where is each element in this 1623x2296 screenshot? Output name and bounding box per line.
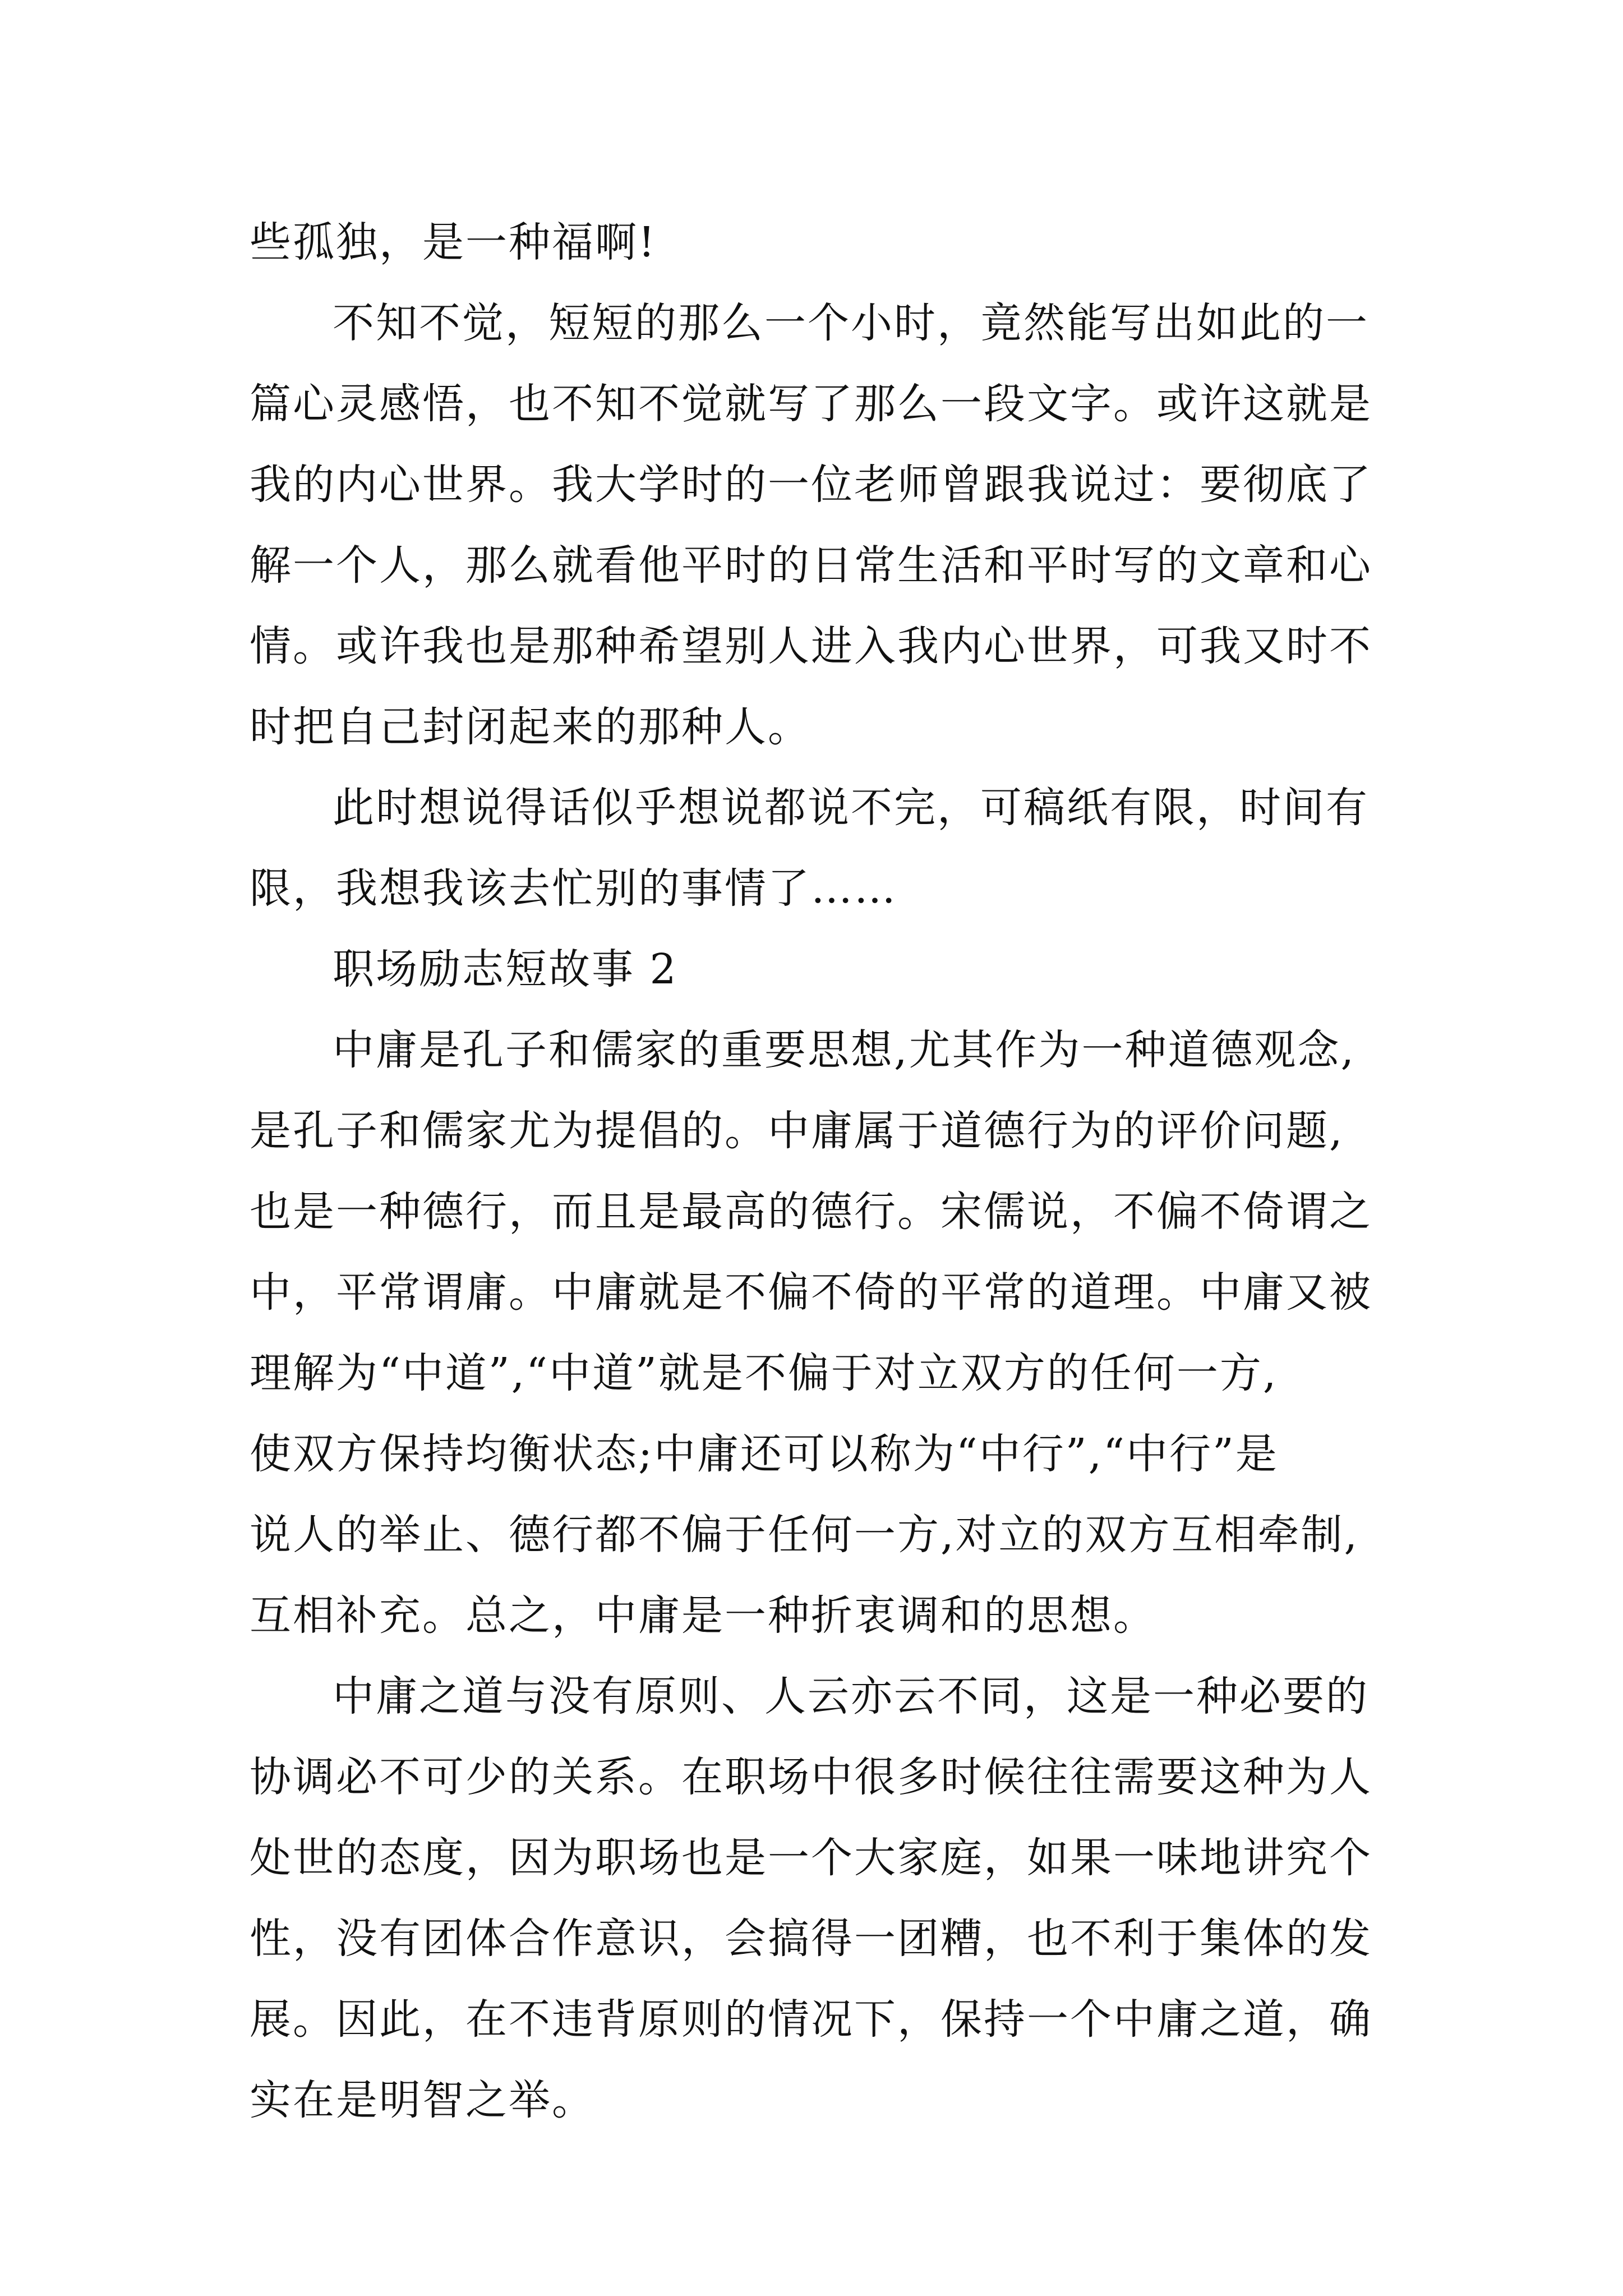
text-line: 中庸是孔子和儒家的重要思想,尤其作为一种道德观念, <box>333 1026 1356 1074</box>
text-line: 也是一种德行，而且是最高的德行。宋儒说，不偏不倚谓之 <box>250 1188 1372 1236</box>
text-line: 中庸之道与没有原则、人云亦云不同，这是一种必要的 <box>333 1672 1369 1720</box>
text-line: 篇心灵感悟，也不知不觉就写了那么一段文字。或许这就是 <box>250 380 1372 428</box>
body-text <box>250 202 1382 2141</box>
text-line: 理解为“中道”,“中道”就是不偏于对立双方的任何一方, <box>250 1349 1278 1397</box>
text-line: 不知不觉，短短的那么一个小时，竟然能写出如此的一 <box>333 299 1369 347</box>
text-line: 解一个人，那么就看他平时的日常生活和平时写的文章和心 <box>250 541 1372 590</box>
text-line: 限，我想我该去忙别的事情了…… <box>250 864 897 913</box>
text-line: 中，平常谓庸。中庸就是不偏不倚的平常的道理。中庸又被 <box>250 1268 1372 1317</box>
text-line: 此时想说得话似乎想说都说不完，可稿纸有限，时间有 <box>333 784 1369 832</box>
text-line: 我的内心世界。我大学时的一位老师曾跟我说过：要彻底了 <box>250 461 1372 509</box>
text-line: 展。因此，在不违背原则的情况下，保持一个中庸之道，确 <box>250 1995 1372 2044</box>
text-line: 时把自己封闭起来的那种人。 <box>250 703 811 751</box>
text-line: 是孔子和儒家尤为提倡的。中庸属于道德行为的评价问题, <box>250 1107 1344 1155</box>
text-line: 些孤独，是一种福啊! <box>250 218 657 266</box>
text-line: 情。或许我也是那种希望别人进入我内心世界，可我又时不 <box>250 622 1372 670</box>
text-line: 说人的举止、德行都不偏于任何一方,对立的双方互相牵制, <box>250 1511 1359 1559</box>
text-line: 性，没有团体合作意识，会搞得一团糟，也不利于集体的发 <box>250 1915 1372 1963</box>
text-line: 互相补充。总之，中庸是一种折衷调和的思想。 <box>250 1591 1156 1640</box>
text-line: 协调必不可少的关系。在职场中很多时候往往需要这种为人 <box>250 1753 1372 1801</box>
section-heading: 职场励志短故事 2 <box>333 945 678 993</box>
text-line: 使双方保持均衡状态;中庸还可以称为“中行”,“中行”是 <box>250 1430 1279 1478</box>
text-line: 实在是明智之举。 <box>250 2076 595 2124</box>
text-line: 处世的态度，因为职场也是一个大家庭，如果一味地讲究个 <box>250 1834 1372 1882</box>
